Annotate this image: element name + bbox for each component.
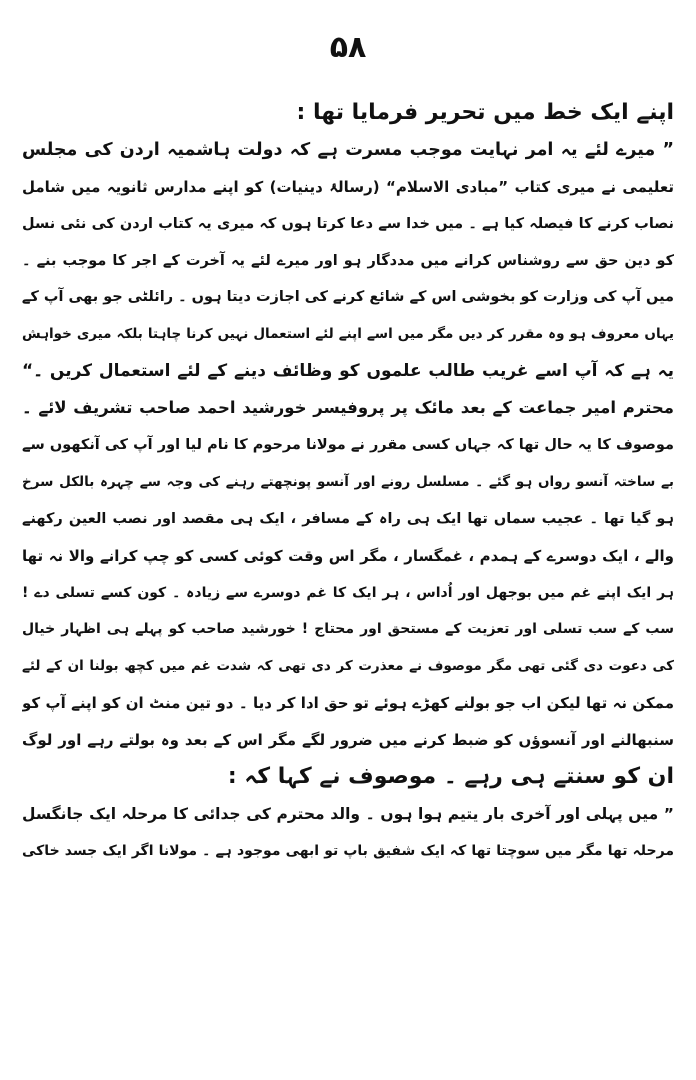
text-line: کو دین حق سے روشناس کرانے میں مددگار ہو اور میرے لئے یہ آخرت کے اجر کا موجب بنے ۔ [22,252,674,269]
text-line: مرحلہ تھا مگر میں سوچتا تھا کہ ایک شفیق باپ تو ابھی موجود ہے ۔ مولانا اگر ایک جسد خاکی [22,842,674,859]
text-line: نصاب کرنے کا فیصلہ کیا ہے ۔ میں خدا سے دعا کرتا ہوں کہ میری یہ کتاب اردن کی نئی نسل [22,215,674,232]
text-line: ” میں پہلی اور آخری بار یتیم ہوا ہوں ۔ والد محترم کی جدائی کا مرحلہ ایک جانگسل [22,804,674,823]
text-line: ” میرے لئے یہ امر نہایت موجب مسرت ہے کہ دولت ہاشمیہ اردن کی مجلس [22,139,674,160]
text-line: بے ساختہ آنسو رواں ہو گئے ۔ مسلسل رونے اور آنسو پونچھتے رہنے کی وجہ سے چہرہ بالکل سرخ [22,473,674,490]
text-line: یہ ہے کہ آپ اسے غریب طالب علموں کو وظائف دینے کے لئے استعمال کریں ۔“ [22,361,674,382]
text-line: سنبھالنے اور آنسوؤں کو ضبط کرنے میں ضرور لگے مگر اس کے بعد وہ بولتے رہے اور لوگ [22,731,674,750]
text-line: سب کے سب تسلی اور تعزیت کے مستحق اور محتاج ! خورشید صاحب کو پہلے ہی اظہار خیال [22,621,674,638]
text-line: تعلیمی نے میری کتاب ”مبادی الاسلام“ (رسالۂ دینیات) کو اپنے مدارس ثانویہ میں شامل [22,177,674,196]
text-line: ان کو سنتے ہی رہے ۔ موصوف نے کہا کہ : [227,764,674,790]
text-line: موصوف کا یہ حال تھا کہ جہاں کسی مقرر نے مولانا مرحوم کا نام لیا اور آپ کی آنکھوں سے [22,437,674,454]
page-number: ۵۸ [329,30,367,65]
text-line: کی دعوت دی گئی تھی مگر موصوف نے معذرت کر دی تھی کہ شدت غم میں کچھ بولنا ان کے لئے [22,658,674,675]
text-line: ہو گیا تھا ۔ عجیب سماں تھا ایک ہی راہ کے مسافر ، ایک ہی مقصد اور نصب العین رکھنے [22,510,674,527]
body-text [22,95,674,870]
text-line: ہر ایک اپنے غم میں بوجھل اور اُداس ، ہر ایک کا غم دوسرے سے زیادہ ۔ کون کسے تسلی دے ! [22,584,674,601]
text-line: اپنے ایک خط میں تحریر فرمایا تھا : [296,100,674,125]
text-line: ممکن نہ تھا لیکن اب جو بولنے کھڑے ہوئے تو حق ادا کر دیا ۔ دو تین منٹ ان کو اپنے آپ کو [22,694,674,713]
text-line: میں آپ کی وزارت کو بخوشی اس کے شائع کرنے کی اجازت دیتا ہوں ۔ رائلٹی جو بھی آپ کے [22,289,674,306]
text-line: محترم امیر جماعت کے بعد مائک پر پروفیسر خورشید احمد صاحب تشریف لائے ۔ [22,398,674,418]
text-line: یہاں معروف ہو وہ مقرر کر دیں مگر میں اسے اپنے لئے استعمال نہیں کرنا چاہتا بلکہ میری خواہش [22,326,674,343]
text-line: والے ، ایک دوسرے کے ہمدم ، غمگسار ، مگر اس وقت کوئی کسی کو چپ کرانے والا نہ تھا [22,546,674,565]
